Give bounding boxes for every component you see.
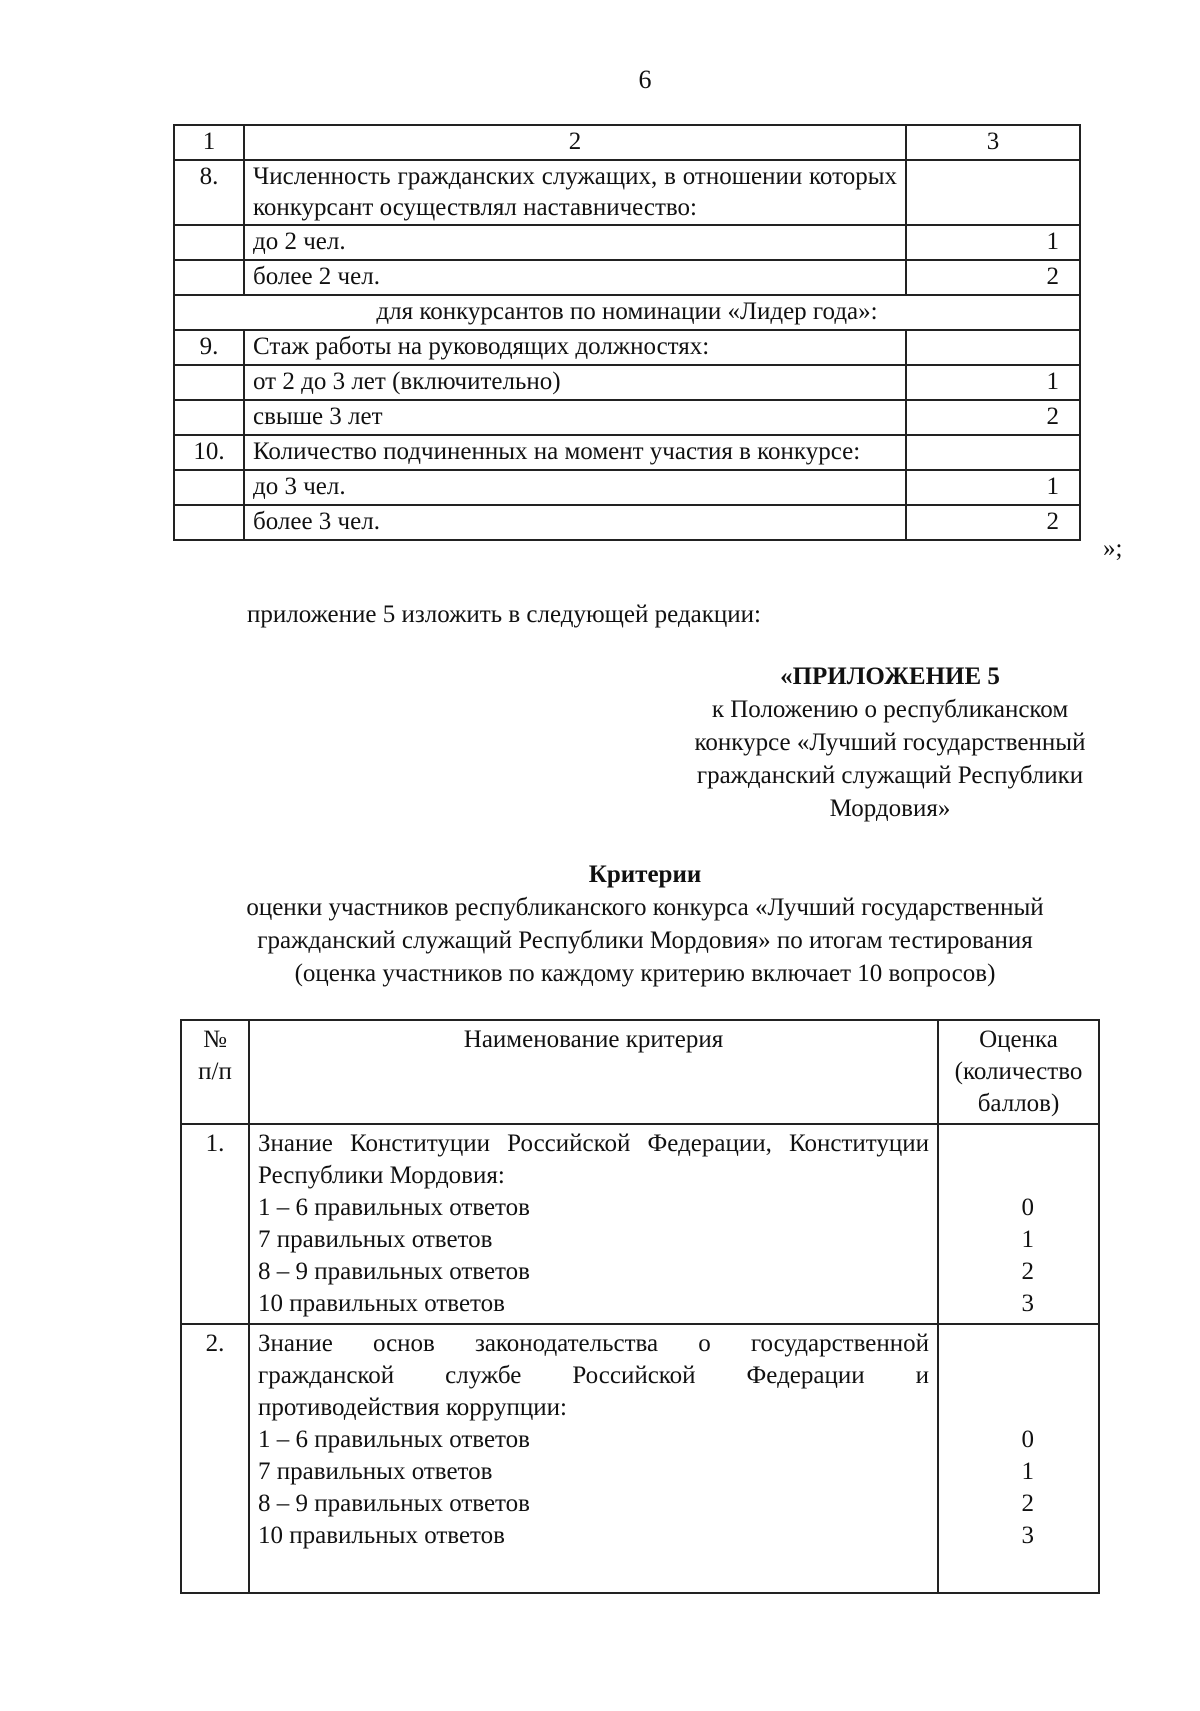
table-row [181,1124,1099,1324]
table-row [174,160,1080,225]
header-score: Оценка (количество баллов) [938,1020,1099,1124]
table-row [174,365,1080,400]
option-item: 7 правильных ответов [258,1226,493,1253]
row-text: Стаж работы на руководящих должностях: [244,330,906,365]
criterion-title: Знание Конституции Российской Федерации, Конституции Республики Мордовия: [258,1130,929,1189]
table-row [174,260,1080,295]
option-item: 7 правильных ответов [258,1458,493,1485]
score-cell [938,1324,1099,1593]
header-criterion-name: Наименование критерия [249,1020,938,1124]
row-number: 9. [174,330,244,365]
option-item: 8 – 9 правильных ответов [258,1258,530,1285]
table-row [174,505,1080,540]
row-text: более 2 чел. [244,260,906,295]
row-number [174,365,244,400]
score-value: 0 [1021,1426,1034,1453]
row-value: 2 [906,400,1080,435]
table-row [174,435,1080,470]
criteria-heading [160,858,1130,990]
row-number [174,260,244,295]
table-row [174,470,1080,505]
score-value: 1 [1021,1458,1034,1485]
score-value: 3 [1021,1522,1034,1549]
table-header-row [174,125,1080,160]
row-value: 2 [906,505,1080,540]
closing-quote: »; [1103,535,1123,562]
section-row [174,295,1080,330]
appendix-line: к Положению о республиканском [711,696,1069,723]
row-value [906,330,1080,365]
table-row [174,225,1080,260]
score-value: 0 [1021,1194,1034,1221]
row-number: 8. [174,160,244,225]
row-text: Численность гражданских служащих, в отношении которых конкурсант осуществлял наставничество: [244,160,906,225]
header-col-2: 2 [244,125,906,160]
score-list [947,1128,1090,1320]
row-number [174,400,244,435]
intro-text: приложение 5 изложить в следующей редакции: [247,601,761,628]
header-col-3: 3 [906,125,1080,160]
row-text: Количество подчиненных на момент участия в конкурсе: [244,435,906,470]
score-list [947,1328,1090,1552]
score-value: 2 [1021,1258,1034,1285]
appendix-title: «ПРИЛОЖЕНИЕ 5 [780,663,1000,690]
option-item: 10 правильных ответов [258,1522,505,1549]
appendix-line: Мордовия» [829,795,951,822]
row-number: 2. [181,1324,249,1593]
score-value: 2 [1021,1490,1034,1517]
table-row [181,1324,1099,1593]
criteria-line: (оценка участников по каждому критерию включает 10 вопросов) [294,960,996,987]
scoring-table [173,124,1081,541]
row-value [906,435,1080,470]
header-col-1: 1 [174,125,244,160]
row-value: 1 [906,470,1080,505]
row-value: 1 [906,365,1080,400]
row-number [174,505,244,540]
score-value: 1 [1021,1226,1034,1253]
row-text: от 2 до 3 лет (включительно) [244,365,906,400]
row-text: до 2 чел. [244,225,906,260]
page-number: 6 [638,65,652,94]
criteria-table [180,1019,1100,1594]
score-cell [938,1124,1099,1324]
appendix-line: конкурсе «Лучший государственный [694,729,1086,756]
row-value: 2 [906,260,1080,295]
table-header-row [181,1020,1099,1124]
score-value: 3 [1021,1290,1034,1317]
row-value: 1 [906,225,1080,260]
criteria-line: гражданский служащий Республики Мордовия» по итогам тестирования [257,927,1033,954]
criterion-cell [249,1124,938,1324]
row-text: свыше 3 лет [244,400,906,435]
option-item: 1 – 6 правильных ответов [258,1194,530,1221]
option-item: 8 – 9 правильных ответов [258,1490,530,1517]
criterion-title: Знание основ законодательства о государственной гражданской службе Российской Федерации и противодействия коррупции: [258,1330,929,1421]
appendix-heading [640,660,1140,825]
criteria-line: оценки участников республиканского конкурса «Лучший государственный [246,894,1044,921]
section-heading: для конкурсантов по номинации «Лидер года»: [174,295,1080,330]
table-row [174,330,1080,365]
row-value [906,160,1080,225]
option-item: 1 – 6 правильных ответов [258,1426,530,1453]
row-text: более 3 чел. [244,505,906,540]
option-item: 10 правильных ответов [258,1290,505,1317]
table-row [174,400,1080,435]
criteria-title: Критерии [588,861,702,888]
row-number: 1. [181,1124,249,1324]
row-text: до 3 чел. [244,470,906,505]
row-number [174,470,244,505]
appendix-line: гражданский служащий Республики [696,762,1084,789]
row-number [174,225,244,260]
row-number: 10. [174,435,244,470]
header-number: № п/п [181,1020,249,1124]
criterion-cell [249,1324,938,1593]
